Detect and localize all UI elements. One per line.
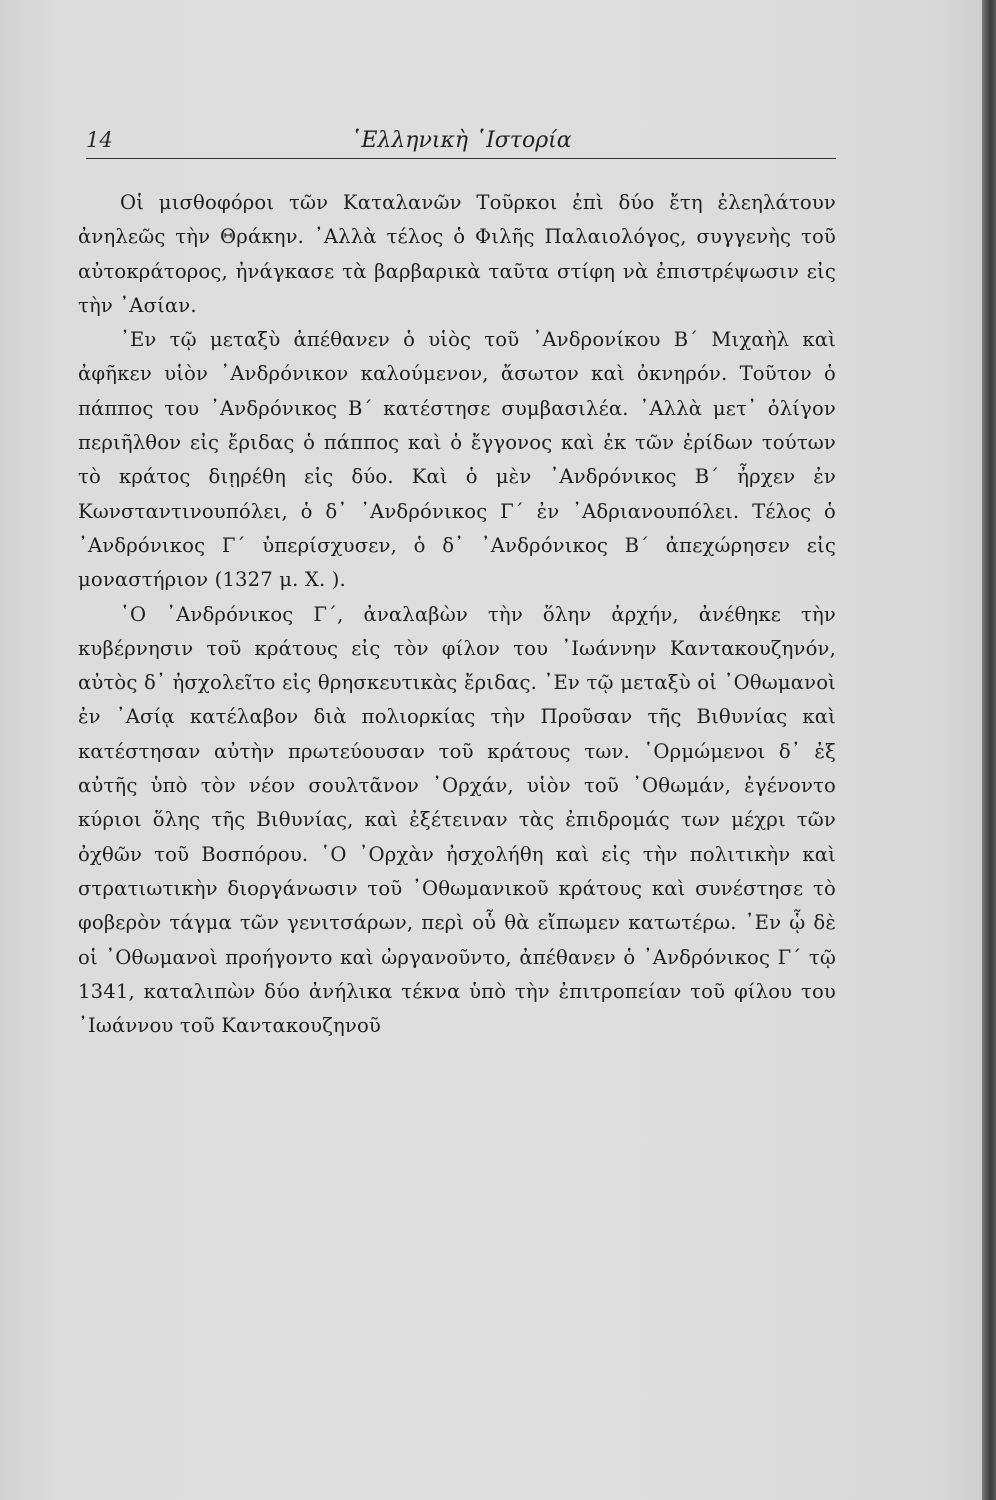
page-number: 14 (86, 128, 113, 152)
header-rule (86, 158, 836, 159)
body-text (78, 186, 836, 1043)
paragraph: Οἱ μισθοφόροι τῶν Καταλανῶν Τοῦρκοι ἐπὶ δύο ἔτη ἐλεηλάτουν ἀνηλεῶς τὴν Θράκην. ᾿Αλλὰ τέλος ὁ Φιλῆς Παλαιολόγος, συγγενὴς τοῦ αὐτοκράτορος, ἠνάγκασε τὰ βαρβαρικὰ ταῦτα στίφη νὰ ἐπιστρέψωσιν εἰς τὴν ᾿Ασίαν. (78, 191, 836, 317)
book-spine-edge (982, 0, 996, 1500)
running-title: ῾Ελληνικὴ ῾Ιστορία (350, 128, 572, 153)
page-header (86, 128, 836, 160)
paragraph: ᾿Εν τῷ μεταξὺ ἀπέθανεν ὁ υἱὸς τοῦ ᾿Ανδρονίκου Β΄ Μιχαὴλ καὶ ἀφῆκεν υἱὸν ᾿Ανδρόνικον καλούμενον, ἄσωτον καὶ ὀκνηρόν. Τοῦτον ὁ πάππος του ᾿Ανδρόνικος Β΄ κατέστησε συμβασιλέα. ᾿Αλλὰ μετ᾿ ὀλίγον περιῆλθον εἰς ἔριδας ὁ πάππος καὶ ὁ ἔγγονος καὶ ἐκ τῶν ἐρίδων τούτων τὸ κράτος διῃρέθη εἰς δύο. Καὶ ὁ μὲν ᾿Ανδρόνικος Β΄ ἦρχεν ἐν Κωνσταντινουπόλει, ὁ δ᾿ ᾿Ανδρόνικος Γ΄ ἐν ᾿Αδριανουπόλει. Τέλος ὁ ᾿Ανδρόνικος Γ΄ ὑπερίσχυσεν, ὁ δ᾿ ᾿Ανδρόνικος Β΄ ἀπεχώρησεν εἰς μοναστήριον (1327 μ. Χ. ). (78, 328, 836, 592)
paragraph: ῾Ο ᾿Ανδρόνικος Γ΄, ἀναλαβὼν τὴν ὅλην ἀρχήν, ἀνέθηκε τὴν κυβέρνησιν τοῦ κράτους εἰς τὸν φίλον του ᾿Ιωάννην Καντακουζηνόν, αὐτὸς δ᾿ ἠσχολεῖτο εἰς θρησκευτικὰς ἔριδας. ᾿Εν τῷ μεταξὺ οἱ ᾿Οθωμανοὶ ἐν ᾿Ασίᾳ κατέλαβον διὰ πολιορκίας τὴν Προῦσαν τῆς Βιθυνίας καὶ κατέστησαν αὐτὴν πρωτεύουσαν τοῦ κράτους των. ῾Ορμώμενοι δ᾿ ἐξ αὐτῆς ὑπὸ τὸν νέον σουλτᾶνον ᾿Ορχάν, υἱὸν τοῦ ᾿Οθωμάν, ἐγένοντο κύριοι ὅλης τῆς Βιθυνίας, καὶ ἐξέτειναν τὰς ἐπιδρομάς των μέχρι τῶν ὀχθῶν τοῦ Βοσπόρου. ῾Ο ᾿Ορχὰν ἠσχολήθη καὶ εἰς τὴν πολιτικὴν καὶ στρατιωτικὴν διοργάνωσιν τοῦ ᾿Οθωμανικοῦ κράτους καὶ συνέστησε τὸ φοβερὸν τάγμα τῶν γενιτσάρων, περὶ οὗ θὰ εἴπωμεν κατωτέρω. ᾿Εν ᾧ δὲ οἱ ᾿Οθωμανοὶ προήγοντο καὶ ὠργανοῦντο, ἀπέθανεν ὁ ᾿Ανδρόνικος Γ΄ τῷ 1341, καταλιπὼν δύο ἀνήλικα τέκνα ὑπὸ τὴν ἐπιτροπείαν τοῦ φίλου του ᾿Ιωάννου τοῦ Καντακουζηνοῦ (78, 602, 836, 1038)
